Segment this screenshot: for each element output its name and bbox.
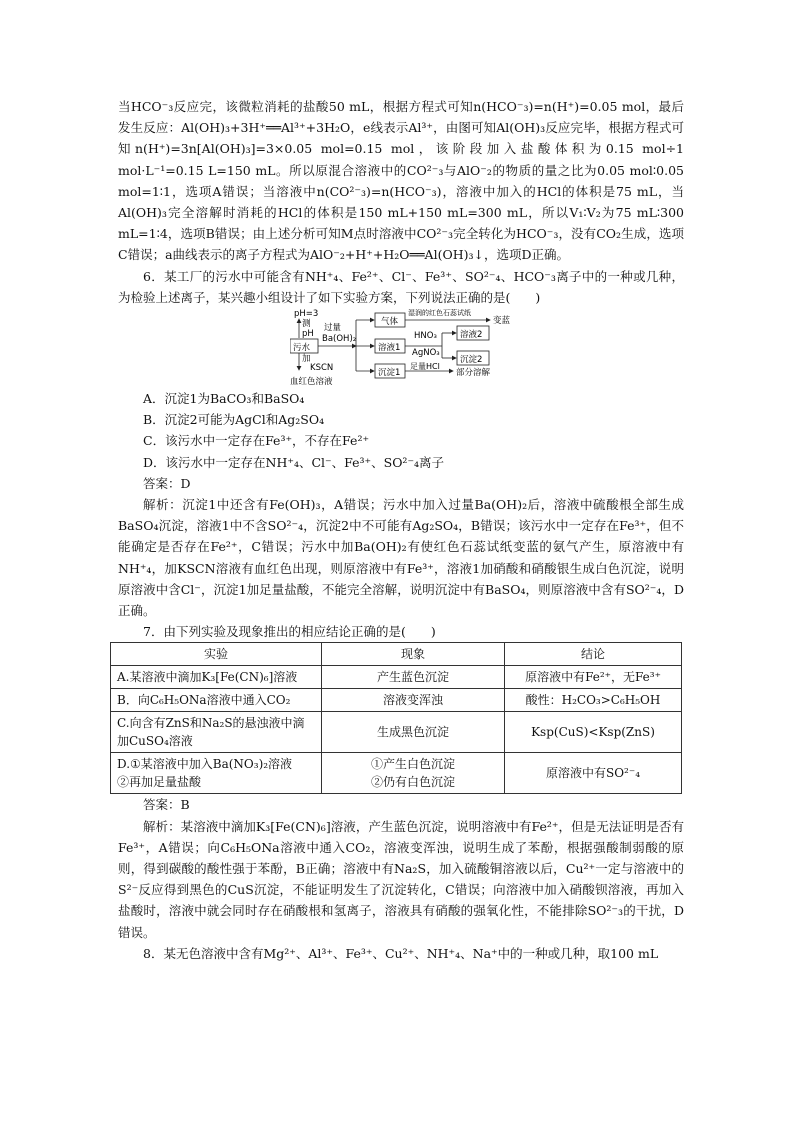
q6-option-d: D．该污水中一定存在NH⁺₄、Cl⁻、Fe³⁺、SO²⁻₄离子 <box>143 454 445 470</box>
q6-flowchart <box>118 308 684 388</box>
flow-baoh2: Ba(OH)₂ <box>322 334 357 345</box>
flow-partial-dissolve: 部分溶解 <box>456 368 491 379</box>
page-content <box>118 96 684 964</box>
flow-solution1: 溶液1 <box>378 343 401 354</box>
intro-paragraph: 当HCO⁻₃反应完，该微粒消耗的盐酸50 mL，根据方程式可知n(HCO⁻₃)=n(H⁺)=0.05 mol，最后发生反应：Al(OH)₃+3H⁺══Al³⁺+3H₂O，e线表示Al³⁺，由图可知Al(OH)₃反应完毕，根据方程式可知n(H⁺)=3n[Al(OH)₃]=3×0.05 mol=0.15 mol，该阶段加入盐酸体积为0.15 mol÷1 mol·L⁻¹=0.15 L=150 mL。所以原混合溶液中的CO²⁻₃与AlO⁻₂的物质的量之比为0.05 mol∶0.05 mol=1∶1，选项A错误；当溶液中n(CO²⁻₃)=n(HCO⁻₃)，溶液中加入的HCl的体积是75 mL，当Al(OH)₃完全溶解时消耗的HCl的体积是150 mL+150 mL=300 mL，所以V₁∶V₂为75 mL∶300 mL=1∶4，选项B错误；由上述分析可知M点时溶液中CO²⁻₃完全转化为HCO⁻₃，没有CO₂生成，选项C错误；a曲线表示的离子方程式为AlO⁻₂+H⁺+H₂O══Al(OH)₃↓，选项D正确。 <box>118 99 684 263</box>
q7-analysis: 解析：某溶液中滴加K₃[Fe(CN)₆]溶液，产生蓝色沉淀，说明溶液中有Fe²⁺，但是无法证明是否有Fe³⁺，A错误；向C₆H₅ONa溶液中通入CO₂，溶液变浑浊，说明生成了苯酚，根据强酸制弱酸的原则，得到碳酸的酸性强于苯酚，B正确；溶液中有Na₂S，加入硫酸铜溶液以后，Cu²⁺一定与溶液中的S²⁻反应得到黑色的CuS沉淀，不能证明发生了沉淀转化，C错误；向溶液中加入硝酸钡溶液，再加入盐酸时，溶液中就会同时存在硝酸根和氢离子，溶液具有硝酸的强氧化性，不能排除SO²⁻₃的干扰，D错误。 <box>118 818 684 940</box>
flow-excess-hcl: 足量HCl <box>410 362 440 372</box>
flow-blood-red: 血红色溶液 <box>290 377 333 388</box>
row-b-experiment: B．向C₆H₅ONa溶液中通入CO₂ <box>111 689 322 712</box>
row-a-experiment: A.某溶液中滴加K₃[Fe(CN)₆]溶液 <box>111 666 322 689</box>
table-header-conclusion: 结论 <box>505 643 682 666</box>
flow-solution2: 溶液2 <box>460 330 483 341</box>
q7-table <box>110 642 682 794</box>
row-a-conclusion: 原溶液中有Fe²⁺，无Fe³⁺ <box>505 666 682 689</box>
table-row <box>111 753 682 794</box>
flow-ph-value: pH=3 <box>294 309 319 320</box>
flow-precip1: 沉淀1 <box>378 368 401 379</box>
table-header-phenomenon: 现象 <box>322 643 505 666</box>
flow-add-label: 加 <box>302 354 311 365</box>
flow-measure-label: 测 <box>302 319 311 330</box>
flow-kscn: KSCN <box>310 363 334 374</box>
flow-wastewater: 污水 <box>293 343 311 354</box>
row-d-phenomenon: ①产生白色沉淀 ②仍有白色沉淀 <box>322 753 505 794</box>
q6-answer: 答案：D <box>143 475 191 491</box>
table-row <box>111 666 682 689</box>
q7-stem: 7．由下列实验及现象推出的相应结论正确的是( ) <box>143 624 436 640</box>
row-c-experiment: C.向含有ZnS和Na₂S的悬浊液中滴加CuSO₄溶液 <box>111 712 322 753</box>
table-header-row <box>111 643 682 666</box>
row-b-conclusion: 酸性：H₂CO₃>C₆H₅OH <box>505 689 682 712</box>
flow-gas: 气体 <box>381 317 399 328</box>
table-row <box>111 689 682 712</box>
row-a-phenomenon: 产生蓝色沉淀 <box>322 666 505 689</box>
q8-stem: 8．某无色溶液中含有Mg²⁺、Al³⁺、Fe³⁺、Cu²⁺、NH⁺₄、Na⁺中的一种或几种，取100 mL <box>143 945 659 961</box>
flow-turns-blue: 变蓝 <box>493 316 511 327</box>
q7-answer: 答案：B <box>143 797 190 813</box>
flow-litmus: 湿润的红色石蕊试纸 <box>408 309 471 318</box>
flow-agno3: AgNO₃ <box>412 348 440 359</box>
table-header-experiment: 实验 <box>111 643 322 666</box>
row-d-conclusion: 原溶液中有SO²⁻₄ <box>505 753 682 794</box>
q6-analysis: 解析：沉淀1中还含有Fe(OH)₃，A错误；污水中加入过量Ba(OH)₂后，溶液中硫酸根全部生成BaSO₄沉淀，溶液1中不含SO²⁻₄，沉淀2中不可能有Ag₂SO₄，B错误；该污水中一定存在Fe³⁺，但不能确定是否存在Fe²⁺，C错误；污水中加Ba(OH)₂有使红色石蕊试纸变蓝的氨气产生，原溶液中有NH⁺₄，加KSCN溶液有血红色出现，则原溶液中有Fe³⁺，溶液1加硝酸和硝酸银生成白色沉淀，说明原溶液中含Cl⁻，沉淀1加足量盐酸，不能完全溶解，说明沉淀中有BaSO₄，则原溶液中含有SO²⁻₄，D正确。 <box>118 497 684 619</box>
row-d-experiment: D.①某溶液中加入Ba(NO₃)₂溶液 ②再加足量盐酸 <box>111 753 322 794</box>
flow-ph-label: pH <box>302 329 314 340</box>
row-c-phenomenon: 生成黑色沉淀 <box>322 712 505 753</box>
row-b-phenomenon: 溶液变浑浊 <box>322 689 505 712</box>
q6-option-c: C．该污水中一定存在Fe³⁺，不存在Fe²⁺ <box>143 433 370 449</box>
flow-excess: 过量 <box>324 323 342 334</box>
q6-option-a: A．沉淀1为BaCO₃和BaSO₄ <box>143 391 305 407</box>
q6-stem: 6．某工厂的污水中可能含有NH⁺₄、Fe²⁺、Cl⁻、Fe³⁺、SO²⁻₄、HCO⁻₃离子中的一种或几种，为检验上述离子，某兴趣小组设计了如下实验方案，下列说法正确的是( ) <box>118 268 684 305</box>
q6-option-b: B．沉淀2可能为AgCl和Ag₂SO₄ <box>143 412 325 428</box>
table-row <box>111 712 682 753</box>
flow-precip2: 沉淀2 <box>460 355 483 366</box>
row-c-conclusion: Ksp(CuS)<Ksp(ZnS) <box>505 712 682 753</box>
flow-hno3: HNO₃ <box>414 331 437 342</box>
